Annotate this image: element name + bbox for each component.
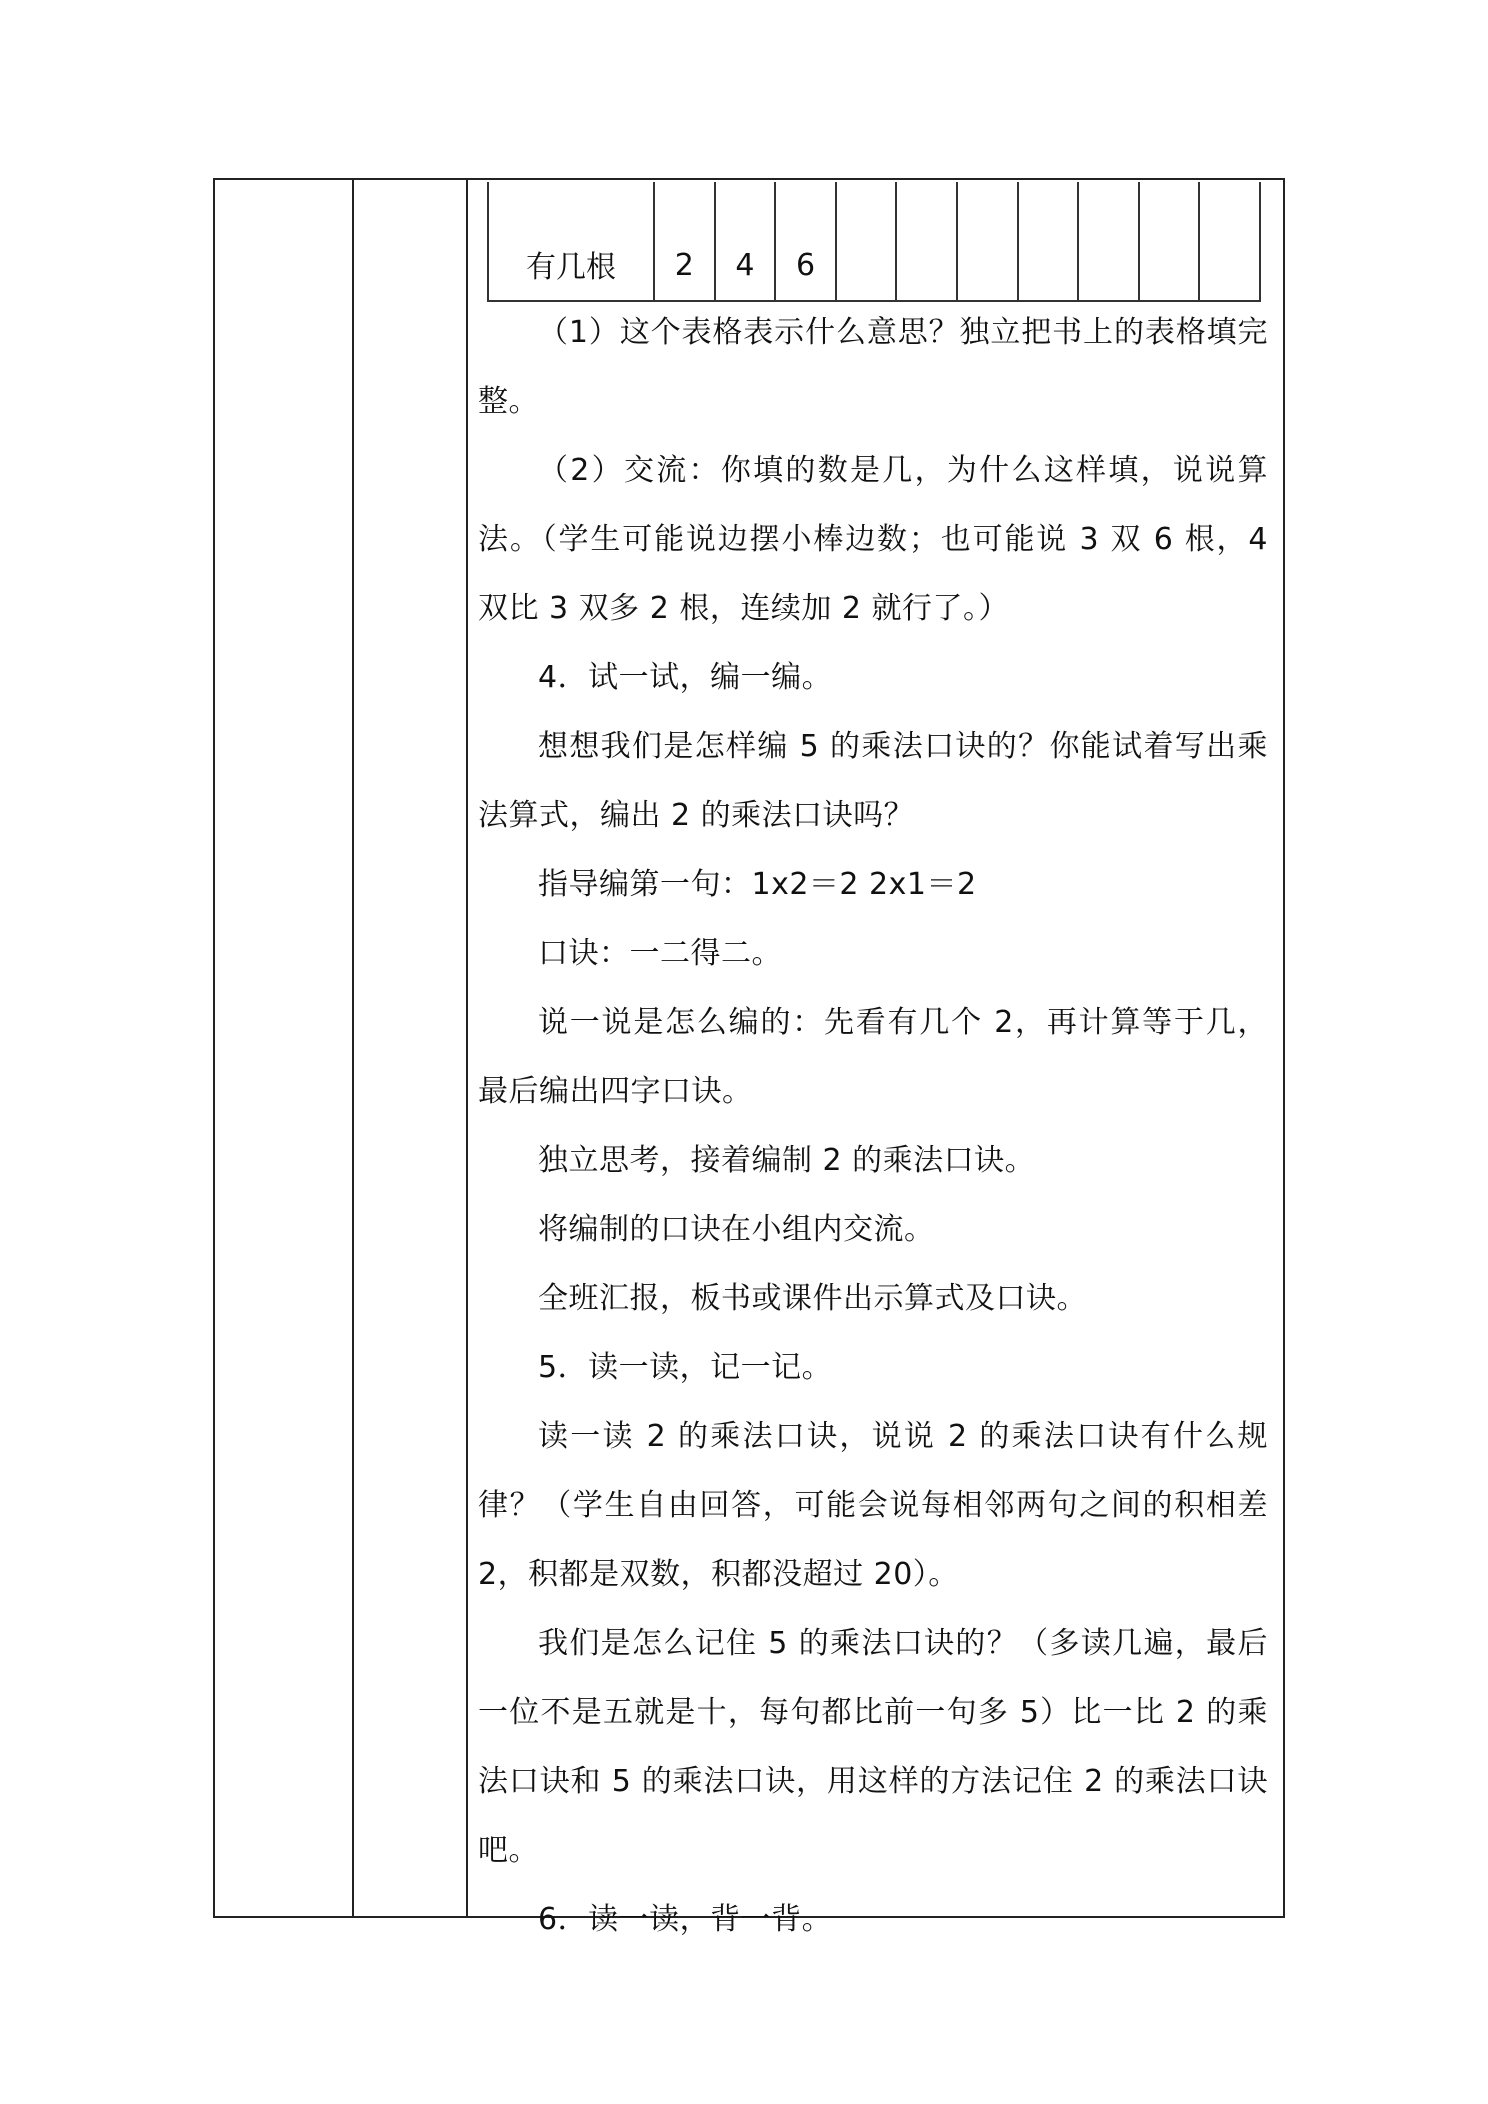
paragraph-q1: （1）这个表格表示什么意思？独立把书上的表格填完整。 [478,315,1268,419]
paragraph: 指导编第一句：1x2＝2 2x1＝2 [538,867,977,902]
table-cell: 4 [715,182,776,301]
second-column-cell [353,179,467,1917]
table-row [488,182,1260,301]
table-cell: 6 [775,182,836,301]
sticks-count-table [487,182,1261,302]
paragraph-q2: （2）交流：你填的数是几，为什么这样填，说说算法。（学生可能说边摆小棒边数；也可能说 3 双 6 根，4 双比 3 双多 2 根，连续加 2 就行了。） [478,453,1268,626]
paragraph: 我们是怎么记住 5 的乘法口诀的？（多读几遍，最后一位不是五就是十，每句都比前一句多 5）比一比 2 的乘法口诀和 5 的乘法口诀，用这样的方法记住 2 的乘法口诀吧。 [478,1626,1268,1868]
paragraph: 独立思考，接着编制 2 的乘法口诀。 [538,1143,1036,1178]
table-cell: 2 [654,182,715,301]
section-heading-5: 5．读一读，记一记。 [538,1350,833,1385]
lesson-content [478,298,1268,1954]
paragraph: 将编制的口诀在小组内交流。 [538,1212,935,1247]
paragraph: 读一读 2 的乘法口诀，说说 2 的乘法口诀有什么规律？（学生自由回答，可能会说每相邻两句之间的积相差 2，积都是双数，积都没超过 20）。 [478,1419,1268,1592]
row-label: 有几根 [488,182,654,301]
table-cell [1018,182,1079,301]
paragraph: 想想我们是怎样编 5 的乘法口诀的？你能试着写出乘法算式，编出 2 的乘法口诀吗？ [478,729,1268,833]
table-cell [1078,182,1139,301]
section-heading-4: 4．试一试，编一编。 [538,660,833,695]
table-cell [1199,182,1260,301]
paragraph: 全班汇报，板书或课件出示算式及口诀。 [538,1281,1087,1316]
table-cell [896,182,957,301]
first-column-cell [214,179,353,1917]
table-cell [836,182,897,301]
table-cell [1139,182,1200,301]
section-heading-6: 6．读一读，背一背。 [538,1902,833,1937]
table-cell [957,182,1018,301]
paragraph: 说一说是怎么编的：先看有几个 2，再计算等于几，最后编出四字口诀。 [478,1005,1268,1109]
paragraph: 口诀：一二得二。 [538,936,782,971]
